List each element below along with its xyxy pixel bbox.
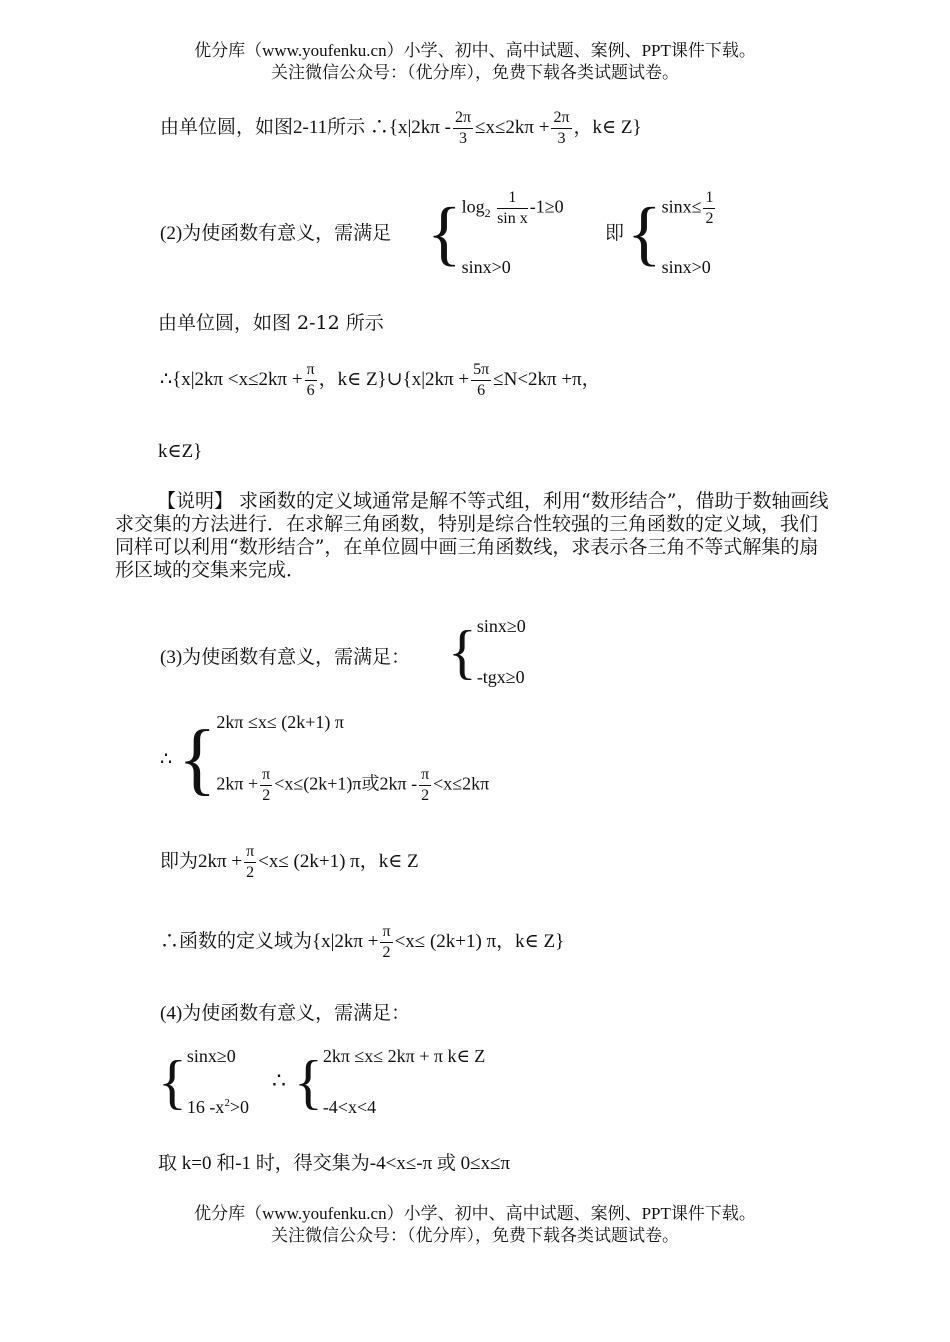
inequality-system-2b: { sinx≤ $\frac{1}{2}$ sinx>0 xyxy=(627,189,714,277)
explanation-paragraph: 【说明】 求函数的定义域通常是解不等式组，利用“数形结合”，借助于数轴画线求交集的方法进行．在求解三角函数，特别是综合性较强的三角函数的定义域，我们同样可以利用“数形结合”，在单位圆中画三角函数线，求表示各三角不等式解集的扇形区域的交集来完成． xyxy=(115,490,829,581)
header-line-1: 优分库（www.youfenku.cn）小学、初中、高中试题、案例、PPT课件下载。 xyxy=(194,41,756,60)
domain-line-3: ∴函数的定义域为{x|2kπ + $\frac{\pi}{2}$ <x≤ (2k+1) π，k∈ Z} xyxy=(160,923,565,961)
condition-2-lead: (2)为使函数有意义，需满足 xyxy=(160,223,392,244)
text: 由单位圆，如图2-11所示 ∴{x|2kπ - xyxy=(160,116,451,138)
fraction: $\frac{2\pi}{3}$ xyxy=(454,109,472,147)
result-line-3: 即为2kπ + $\frac{\pi}{2}$ <x≤ (2k+1) π，k∈ Z xyxy=(160,843,419,881)
inequality-system-4b: { 2kπ ≤x≤ 2kπ + π k∈ Z -4<x<4 xyxy=(294,1046,486,1117)
header-line-2: 关注微信公众号：（优分库），免费下载各类试题试卷。 xyxy=(271,63,679,82)
footer xyxy=(0,1203,950,1247)
therefore-symbol-2: ∴ xyxy=(272,1068,286,1093)
fraction: $\frac{2\pi}{3}$ xyxy=(553,109,570,147)
therefore-symbol: ∴ xyxy=(160,749,173,770)
inequality-system-2a: { $\log_2$ $\frac{1}{\text{sin x}}$ -1≥0 sinx>0 xyxy=(427,189,564,277)
footer-line-2: 关注微信公众号：（优分库），免费下载各类试题试卷。 xyxy=(271,1226,679,1245)
inequality-system-3: { sinx≥0 -tgx≥0 xyxy=(448,616,526,687)
header xyxy=(0,40,950,84)
solution-line-2: ∴{x|2kπ <x≤2kπ + $\frac{\pi}{6}$ ，k∈ Z}∪{x|2kπ + $\frac{5\pi}{6}$ ≤N<2kπ +π， xyxy=(160,361,601,399)
condition-3-lead: (3)为使函数有意义，需满足： xyxy=(160,647,411,668)
text: ≤x≤2kπ + xyxy=(475,116,550,138)
inequality-system-4a: { sinx≥0 16 $-x^2>0$ xyxy=(158,1046,249,1117)
solution-line-2-cont: k∈Z} xyxy=(158,441,203,462)
inequality-system-3b: { 2kπ ≤x≤ (2k+1) π 2kπ + $\frac{\pi}{2}$ <x≤(2k+1)π或2kπ - $\frac{\pi}{2}$ <x≤2kπ xyxy=(178,712,490,804)
unit-circle-note: 由单位圆，如图 2-12 所示 xyxy=(158,312,384,334)
solution-line-1 xyxy=(160,108,642,149)
intersection-result: 取 k=0 和-1 时，得交集为-4<x≤-π 或 0≤x≤π xyxy=(158,1153,511,1174)
equivalent-label: 即 xyxy=(605,223,625,244)
condition-4-lead: (4)为使函数有意义，需满足： xyxy=(160,1003,411,1024)
text: ，k∈ Z} xyxy=(573,116,642,138)
footer-line-1: 优分库（www.youfenku.cn）小学、初中、高中试题、案例、PPT课件下载。 xyxy=(194,1204,756,1223)
